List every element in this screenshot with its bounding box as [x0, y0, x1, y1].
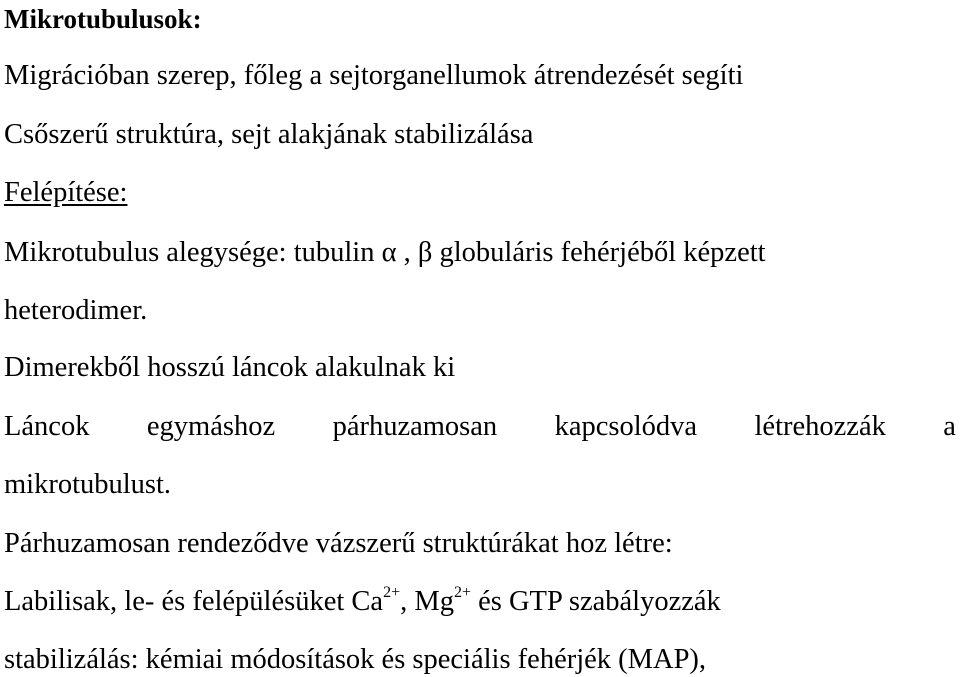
word: kapcsolódva	[554, 411, 698, 442]
text-line-stabilizalas: stabilizálás: kémiai módosítások és speciális fehérjék (MAP),	[4, 644, 707, 675]
mg-charge-superscript: 2+	[453, 584, 471, 601]
text-line-alegysege: Mikrotubulus alegysége: tubulin α , β globuláris fehérjéből képzett	[4, 237, 766, 268]
text-line-parhuzamosan: Párhuzamosan rendeződve vázszerű struktúrákat hoz létre:	[4, 528, 673, 559]
text-line-migracio: Migrációban szerep, főleg a sejtorganellumok átrendezését segíti	[4, 60, 744, 91]
labilis-part2: , Mg	[400, 586, 454, 617]
text-line-heterodimer: heterodimer.	[4, 295, 148, 326]
text-line-csoszeru: Csőszerű struktúra, sejt alakjának stabilizálása	[4, 119, 534, 150]
word: létrehozzák	[754, 411, 886, 442]
text-line-dimerekbol: Dimerekből hosszú láncok alakulnak ki	[4, 352, 456, 383]
heading-mikrotubulusok: Mikrotubulusok:	[4, 4, 202, 34]
subheading-felepitese: Felépítése:	[4, 177, 128, 208]
text-line-labilisak	[4, 585, 956, 619]
text-line-lancok-justified	[4, 410, 956, 444]
labilis-part1: Labilisak, le- és felépülésüket Ca	[4, 586, 384, 617]
ca-charge-superscript: 2+	[383, 584, 401, 601]
word: egymáshoz	[146, 411, 276, 442]
word: Láncok	[4, 411, 90, 442]
text-line-felepitese-wrap	[4, 176, 956, 210]
word: a	[943, 411, 956, 442]
text-line-mikrotubulust: mikrotubulust.	[4, 469, 172, 500]
word: párhuzamosan	[332, 411, 498, 442]
labilis-part3: és GTP szabályozzák	[470, 586, 721, 617]
